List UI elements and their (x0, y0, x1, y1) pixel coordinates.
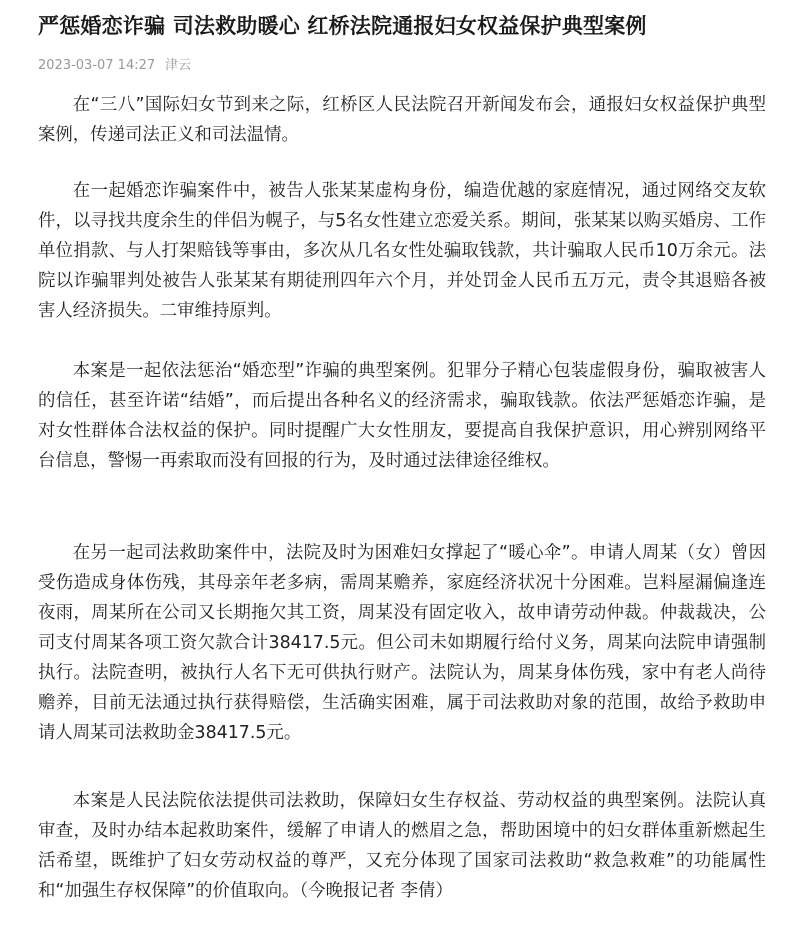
article-title: 严惩婚恋诈骗 司法救助暖心 红桥法院通报妇女权益保护典型案例 (38, 14, 647, 38)
article-paragraph: 本案是一起依法惩治“婚恋型”诈骗的典型案例。犯罪分子精心包装虚假身份，骗取被害人的信任，甚至许诺“结婚”，而后提出各种名义的经济需求，骗取钱款。依法严惩婚恋诈骗，是对女性群体合法权益的保护。同时提醒广大女性朋友，要提高自我保护意识，用心辨别网络平台信息，警惕一再索取而没有回报的行为，及时通过法律途径维权。 (38, 361, 766, 471)
article-paragraph: 在“三八”国际妇女节到来之际，红桥区人民法院召开新闻发布会，通报妇女权益保护典型案例，传递司法正义和司法温情。 (38, 95, 766, 145)
publish-date: 2023-03-07 14:27 (38, 58, 156, 73)
article-meta (38, 56, 191, 76)
article-paragraph: 在一起婚恋诈骗案件中，被告人张某某虚构身份，编造优越的家庭情况，通过网络交友软件，以寻找共度余生的伴侣为幌子，与5名女性建立恋爱关系。期间，张某某以购买婚房、工作单位捐款、与人打架赔钱等事由，多次从几名女性处骗取钱款，共计骗取人民币10万余元。法院以诈骗罪判处被告人张某某有期徒刑四年六个月，并处罚金人民币五万元，责令其退赔各被害人经济损失。二审维持原判。 (38, 181, 766, 321)
source-link[interactable]: 津云 (165, 58, 192, 73)
article-paragraph: 在另一起司法救助案件中，法院及时为困难妇女撑起了“暖心伞”。申请人周某（女）曾因受伤造成身体伤残，其母亲年老多病，需周某赡养，家庭经济状况十分困难。岂料屋漏偏逢连夜雨，周某所在公司又长期拖欠其工资，周某没有固定收入，故申请劳动仲裁。仲裁裁决，公司支付周某各项工资欠款合计38417.5元。但公司未如期履行给付义务，周某向法院申请强制执行。法院查明，被执行人名下无可供执行财产。法院认为，周某身体伤残，家中有老人尚待赡养，目前无法通过执行获得赔偿，生活确实困难，属于司法救助对象的范围，故给予救助申请人周某司法救助金38417.5元。 (38, 543, 766, 743)
article-paragraph: 本案是人民法院依法提供司法救助，保障妇女生存权益、劳动权益的典型案例。法院认真审查，及时办结本起救助案件，缓解了申请人的燃眉之急，帮助困境中的妇女群体重新燃起生活希望，既维护了妇女劳动权益的尊严，又充分体现了国家司法救助“救急救难”的功能属性和“加强生存权保障”的价值取向。（今晚报记者 李倩） (38, 791, 766, 901)
